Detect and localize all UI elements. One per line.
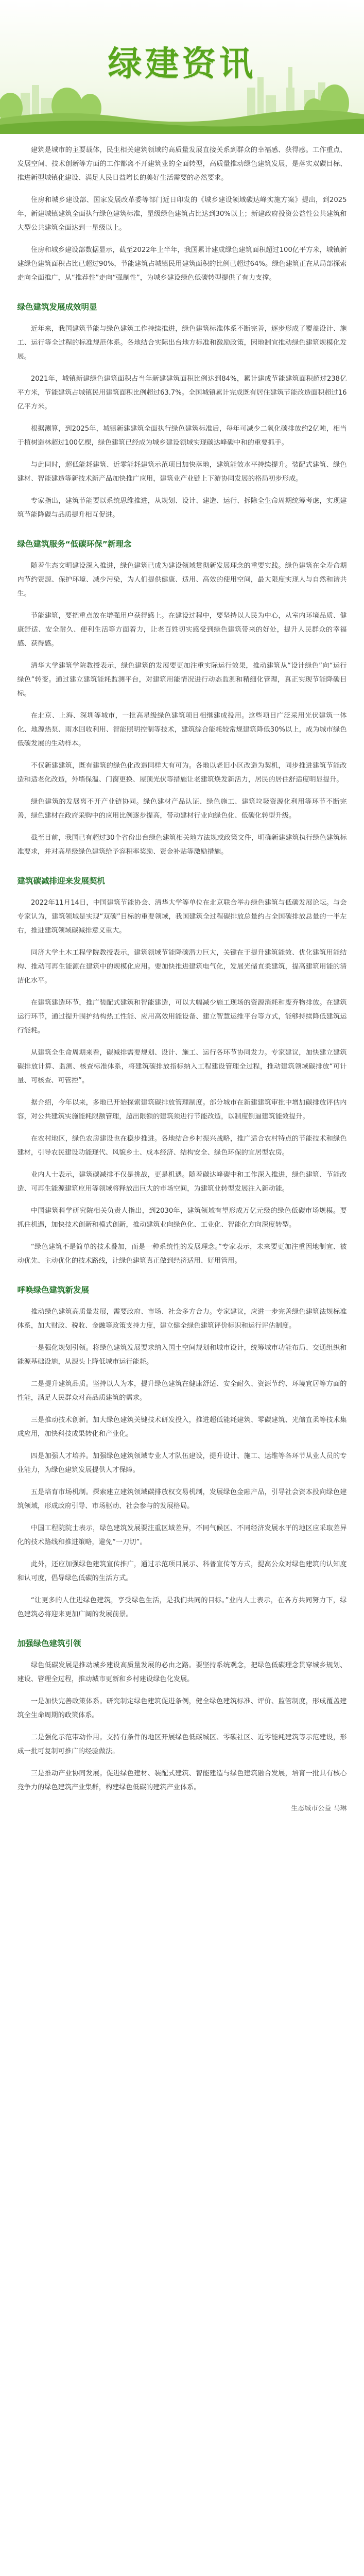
section-paragraph: 中国工程院院士表示，绿色建筑发展要注重区域差异，不同气候区、不同经济发展水平的地区应采取差异化的技术路线和推进策略，避免“一刀切”。 xyxy=(17,1524,347,1546)
intro-paragraph-3: 住房和城乡建设部数据显示，截至2022年上半年，我国累计建成绿色建筑面积超过100亿平方米，城镇新建绿色建筑面积占比已超过90%，节能建筑占城镇民用建筑面积的比例已超过64%。绿色建筑正在从局部探索走向全面推广，从“推荐性”走向“强制性”，为城乡建设绿色低碳转型提供了有力支撑。 xyxy=(17,246,347,282)
section-paragraph: 三是推动技术创新。加大绿色建筑关键技术研发投入，推进超低能耗建筑、零碳建筑、光储直柔等技术集成应用，加快科技成果转化和产业化。 xyxy=(17,1416,347,1438)
section-paragraph: 此外，还应加强绿色建筑宣传推广，通过示范项目展示、科普宣传等方式，提高公众对绿色建筑的认知度和认可度，倡导绿色低碳的生活方式。 xyxy=(17,1561,347,1582)
section-heading: 呼唤绿色建筑新发展 xyxy=(17,1285,90,1295)
section-paragraph: 绿色低碳发展是推动城乡建设高质量发展的必由之路。要坚持系统观念，把绿色低碳理念贯穿城乡规划、建设、管理全过程，推动城市更新和乡村建设绿色化发展。 xyxy=(17,1662,347,1683)
section-heading: 绿色建筑服务“低碳环保”新理念 xyxy=(17,539,132,549)
section-paragraph: 截至目前，我国已有超过30个省份出台绿色建筑相关地方法规或政策文件，明确新建建筑执行绿色建筑标准要求，并对高星级绿色建筑给予容积率奖励、资金补贴等激励措施。 xyxy=(17,834,347,856)
section-paragraph: 据介绍，今年以来，多地已开始探索建筑碳排放管理制度。部分城市在新建建筑审批中增加碳排放评估内容，对公共建筑实施能耗限额管理，超出限额的建筑须进行节能改造，以制度倒逼建筑能效提升。 xyxy=(17,1099,347,1121)
section-paragraph: 中国建筑科学研究院相关负责人指出，到2030年，建筑领域有望形成万亿元级的绿色低碳市场规模。要抓住机遇，加快技术创新和模式创新，推动建筑业向绿色化、工业化、智能化方向深度转型。 xyxy=(17,1207,347,1229)
section-paragraph: 一是强化规划引领。将绿色建筑发展要求纳入国土空间规划和城市设计，统筹城市功能布局、交通组织和能源基础设施，从源头上降低城市运行能耗。 xyxy=(17,1344,347,1366)
section-paragraph: 在建筑建造环节，推广装配式建筑和智能建造，可以大幅减少施工现场的资源消耗和废弃物排放。在建筑运行环节，通过提升围护结构热工性能、应用高效用能设备、建立智慧运维平台等方式，能够持续降低建筑运行能耗。 xyxy=(17,999,347,1035)
section-paragraph: 在北京、上海、深圳等城市，一批高星级绿色建筑项目相继建成投用。这些项目广泛采用光伏建筑一体化、地源热泵、雨水回收利用、智能照明控制等技术，建筑综合能耗较常规建筑降低30%以上，成为城市绿色低碳发展的生动样本。 xyxy=(17,712,347,748)
section-heading: 建筑碳减排迎来发展契机 xyxy=(17,876,106,886)
intro-paragraph-1: 建筑是城市的主要载体，民生相关建筑领域的高质量发展直接关系到群众的幸福感、获得感。工作重点、发展空间、技术创新等方面的工作都离不开建筑业的全面转型，高质量推动绿色建筑发展，是落实双碳目标、推进新型城镇化建设、满足人民日益增长的美好生活需要的必然要求。 xyxy=(17,146,347,182)
section-paragraph: 五是培育市场机制。探索建立建筑领域碳排放权交易机制，发展绿色金融产品，引导社会资本投向绿色建筑领域，形成政府引导、市场驱动、社会参与的发展格局。 xyxy=(17,1488,347,1510)
intro-paragraph-2: 住房和城乡建设部、国家发展改革委等部门近日印发的《城乡建设领域碳达峰实施方案》提出，到2025年，新建城镇建筑全面执行绿色建筑标准，星级绿色建筑占比达到30%以上；新建政府投资公益性公共建筑和大型公共建筑全面达到一星级以上。 xyxy=(17,196,347,232)
section-3 xyxy=(18,874,347,1268)
section-heading: 绿色建筑发展成效明显 xyxy=(17,302,97,312)
section-paragraph: 一是加快完善政策体系。研究制定绿色建筑促进条例，健全绿色建筑标准、评价、监管制度，形成覆盖建筑全生命周期的政策体系。 xyxy=(17,1698,347,1719)
section-paragraph: 绿色建筑的发展离不开产业链协同。绿色建材产品认证、绿色施工、建筑垃圾资源化利用等环节不断完善，绿色建材在政府采购中的应用比例逐步提高，带动建材行业向绿色化、低碳化转型升级。 xyxy=(17,798,347,820)
section-paragraph: 在农村地区，绿色农房建设也在稳步推进。各地结合乡村振兴战略，推广适合农村特点的节能技术和绿色建材，引导农民建设功能现代、风貌乡土、成本经济、结构安全、绿色环保的宜居型农房。 xyxy=(17,1135,347,1157)
section-paragraph: 清华大学建筑学院教授表示，绿色建筑的发展要更加注重实际运行效果，推动建筑从“设计绿色”向“运行绿色”转变。通过建立建筑能耗监测平台，对建筑用能情况进行动态监测和精细化管理，真正实现节能降碳目标。 xyxy=(17,662,347,698)
section-paragraph: 节能建筑，要把重点放在增强用户获得感上。在建设过程中，要坚持以人民为中心，从室内环境品质、健康舒适、安全耐久、便利生活等方面着力，让老百姓切实感受到绿色建筑带来的好处，提升人民群众的幸福感、获得感。 xyxy=(17,612,347,648)
section-paragraph: 与此同时，超低能耗建筑、近零能耗建筑示范项目加快落地，建筑能效水平持续提升。装配式建筑、绿色建材、智能建造等新技术新产品加快推广应用，建筑业产业链上下游协同发展的格局初步形成。 xyxy=(17,461,347,483)
section-paragraph: 二是提升建筑品质。坚持以人为本，提升绿色建筑在健康舒适、安全耐久、资源节约、环境宜居等方面的性能，满足人民群众对高品质建筑的需求。 xyxy=(17,1380,347,1402)
section-heading: 加强绿色建筑引领 xyxy=(17,1639,81,1648)
section-paragraph: 业内人士表示，建筑碳减排不仅是挑战，更是机遇。随着碳达峰碳中和工作深入推进，绿色建筑、节能改造、可再生能源建筑应用等领域将释放出巨大的市场空间，为建筑业转型发展注入新动能。 xyxy=(17,1171,347,1193)
green-city-illustration xyxy=(0,57,364,134)
section-2 xyxy=(18,537,347,859)
section-paragraph: 2021年，城镇新建绿色建筑面积占当年新建建筑面积比例达到84%，累计建成节能建筑面积超过238亿平方米，节能建筑占城镇民用建筑面积比例超过63.7%。全国城镇累计完成既有居住建筑节能改造面积超过16亿平方米。 xyxy=(17,375,347,411)
section-paragraph: 四是加强人才培养。加强绿色建筑领域专业人才队伍建设，提升设计、施工、运维等各环节从业人员的专业能力，为绿色建筑发展提供人才保障。 xyxy=(17,1452,347,1474)
header-banner xyxy=(0,0,364,134)
section-paragraph: 同济大学土木工程学院教授表示，建筑领域节能降碳潜力巨大，关键在于提升建筑能效、优化建筑用能结构、推动可再生能源在建筑中的规模化应用。要加快推进建筑电气化，发展光储直柔建筑，提高建筑用能的清洁化水平。 xyxy=(17,949,347,985)
section-paragraph: “让更多的人住进绿色建筑，享受绿色生活，是我们共同的目标。”业内人士表示，在各方共同努力下，绿色建筑必将迎来更加广阔的发展前景。 xyxy=(17,1597,347,1618)
section-1 xyxy=(18,300,347,522)
banner-title: 绿建资讯 xyxy=(108,44,256,83)
section-paragraph: 从建筑全生命周期来看，碳减排需要规划、设计、施工、运行各环节协同发力。专家建议，加快建立建筑碳排放计算、监测、核查标准体系，将建筑碳排放指标纳入工程建设管理全过程，推动建筑领域碳排放“可计量、可核查、可管控”。 xyxy=(17,1049,347,1084)
section-4 xyxy=(18,1283,347,1621)
section-paragraph: 推动绿色建筑高质量发展，需要政府、市场、社会多方合力。专家建议，应进一步完善绿色建筑法规标准体系，加大财政、税收、金融等政策支持力度，建立健全绿色建筑评价标识和运行评估制度。 xyxy=(17,1308,347,1330)
section-paragraph: 专家指出，建筑节能要以系统思维推进，从规划、设计、建造、运行、拆除全生命周期统筹考虑，实现建筑节能降碳与品质提升相互促进。 xyxy=(17,497,347,519)
section-paragraph: 2022年11月14日，中国建筑节能协会、清华大学等单位在北京联合举办绿色建筑与低碳发展论坛。与会专家认为，建筑领域是实现“双碳”目标的重要领域，我国建筑全过程碳排放总量约占全国碳排放总量的一半左右，推进建筑领域碳减排意义重大。 xyxy=(17,899,347,935)
section-paragraph: “绿色建筑不是简单的技术叠加，而是一种系统性的发展理念。”专家表示，未来要更加注重因地制宜、被动优先、主动优化的技术路线，让绿色建筑真正做到经济适用、好用管用。 xyxy=(17,1243,347,1265)
author-signature: 生态城市公益 马琳 xyxy=(291,1805,347,1812)
section-paragraph: 三是推动产业协同发展。促进绿色建材、装配式建筑、智能建造与绿色建筑融合发展，培育一批具有核心竞争力的绿色建筑产业集群，构建绿色低碳的建筑产业体系。 xyxy=(17,1770,347,1791)
article-body xyxy=(18,134,347,1815)
section-paragraph: 不仅新建建筑，既有建筑的绿色化改造同样大有可为。各地以老旧小区改造为契机，同步推进建筑节能改造和适老化改造，外墙保温、门窗更换、屋顶光伏等措施让老建筑焕发新活力，居民的居住舒适度明显提升。 xyxy=(17,762,347,784)
section-5 xyxy=(18,1637,347,1794)
section-paragraph: 根据测算，到2025年，城镇新建建筑全面执行绿色建筑标准后，每年可减少二氧化碳排放约2亿吨，相当于植树造林超过100亿棵，绿色建筑已经成为城乡建设领域实现碳达峰碳中和的重要抓手。 xyxy=(17,425,347,447)
section-paragraph: 近年来，我国建筑节能与绿色建筑工作持续推进，绿色建筑标准体系不断完善，逐步形成了覆盖设计、施工、运行等全过程的标准规范体系。各地结合实际出台地方标准和激励政策，因地制宜推动绿色建筑规模化发展。 xyxy=(17,325,347,361)
section-paragraph: 随着生态文明建设深入推进，绿色建筑已成为建设领域贯彻新发展理念的重要实践。绿色建筑在全寿命期内节约资源、保护环境、减少污染，为人们提供健康、适用、高效的使用空间，最大限度实现人与自然和谐共生。 xyxy=(17,562,347,598)
section-paragraph: 二是强化示范带动作用。支持有条件的地区开展绿色低碳城区、零碳社区、近零能耗建筑等示范建设，形成一批可复制可推广的经验做法。 xyxy=(17,1734,347,1755)
